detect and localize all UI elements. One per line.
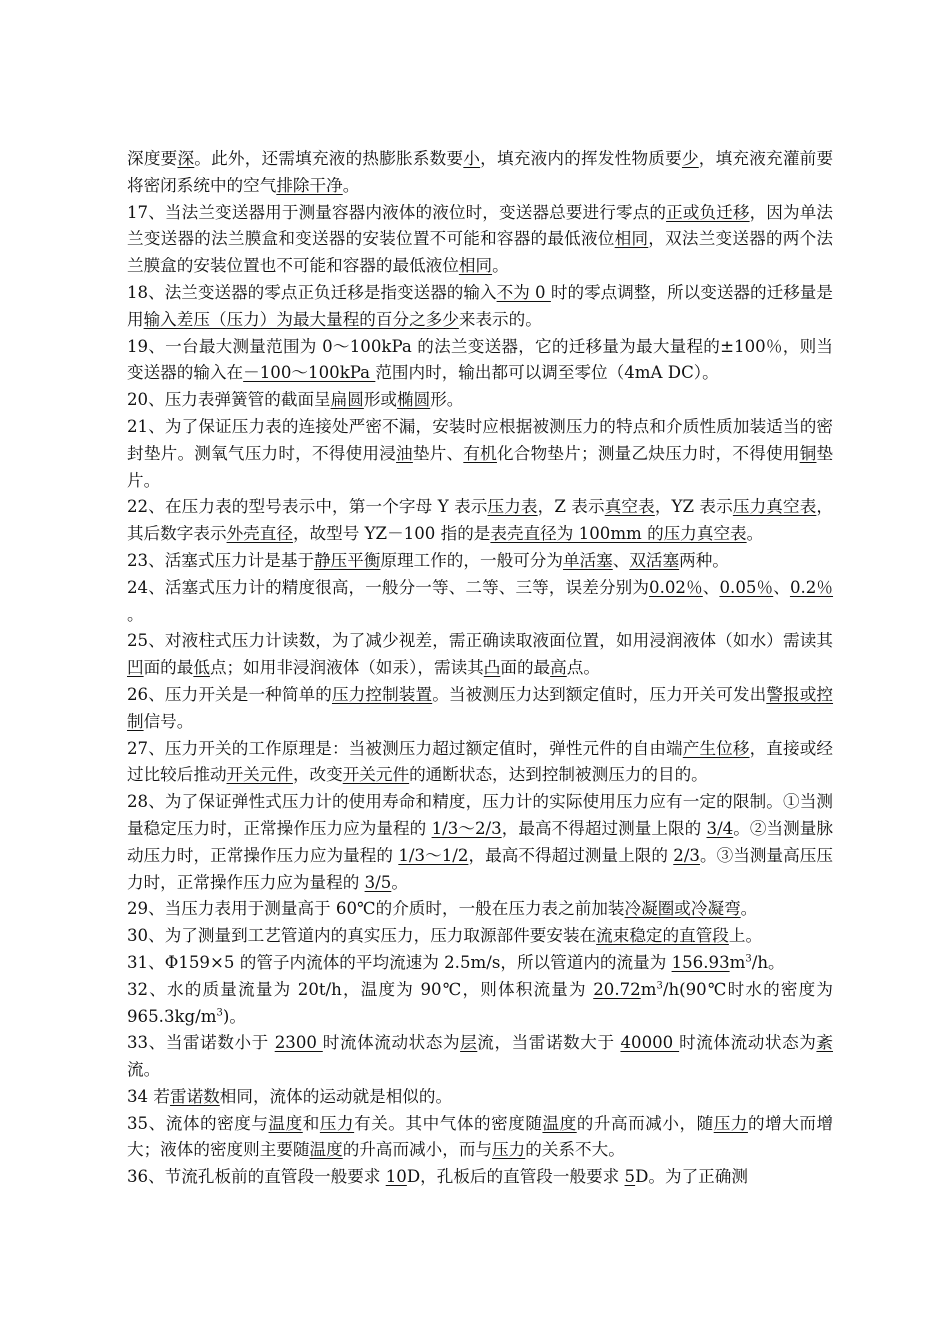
answer-blank: －100～100kPa [243,363,376,383]
text-run: 22、在压力表的型号表示中，第一个字母 Y 表示 [127,497,488,517]
answer-blank: 5 [624,1167,636,1187]
question-paragraph [127,387,833,414]
text-run: 有关。其中气体的密度随 [354,1113,543,1133]
answer-blank: 小 [463,149,481,168]
question-paragraph [127,1030,833,1084]
text-run: 信号。 [143,711,194,731]
answer-blank: 相同 [458,256,493,276]
answer-blank: 不为 0 [496,282,551,302]
answer-blank: 压力真空表 [732,497,817,517]
answer-blank: 凹 [127,658,144,678]
answer-blank: 3/5 [364,872,392,892]
answer-blank: 椭圆 [397,390,431,410]
text-run: 。 [746,524,764,544]
text-run: 20、压力表弹簧管的截面呈 [127,390,331,410]
answer-blank: 0.05％ [719,577,774,597]
question-paragraph [127,146,833,200]
text-run: ，直接或经过比较后推动 [127,738,834,785]
answer-blank: 温度 [268,1113,303,1133]
text-run: 流，当雷诺数大于 [477,1033,621,1053]
text-run: )。 [222,1006,246,1026]
text-run: 时流体流动状态为 [679,1033,817,1053]
answer-blank: 单活塞 [562,550,613,570]
text-run: 30、为了测量到工艺管道内的真实压力，压力取源部件要安装在 [127,926,597,946]
text-run: 、 [612,550,630,570]
text-run: 27、压力开关的工作原理是：当被测压力超过额定值时，弹性元件的自由端 [127,738,683,758]
text-run: 19、一台最大测量范围为 0～100kPa 的法兰变送器，它的迁移量为最大量程的±100％，则当变送器的输入在 [127,336,833,383]
text-run: 的关系不大。 [525,1140,625,1160]
answer-blank: 0.2％ [789,577,834,597]
text-run: 29、当压力表用于测量高于 60℃的介质时，一般在压力表之前加装 [127,899,625,919]
text-run: D。为了正确测 [635,1167,748,1187]
document-body [127,146,833,1191]
text-run: 35、流体的密度与 [127,1113,269,1133]
answer-blank: 2300 [274,1033,323,1053]
answer-blank: 双活塞 [629,550,680,570]
question-paragraph [127,736,833,790]
text-run: 17、当法兰变送器用于测量容器内液体的液位时，变送器总要进行零点的 [127,202,667,222]
answer-blank: 流束稳定的直管段 [596,926,729,946]
answer-blank: 压力 [319,1113,355,1133]
question-paragraph [127,1111,833,1165]
question-paragraph [127,1164,833,1191]
answer-blank: 开关元件 [342,765,410,785]
question-paragraph [127,682,833,736]
text-run: ，填充液充灌前要将密闭系统中的空气 [127,149,834,195]
answer-blank: 低 [193,658,210,678]
text-run: 23、活塞式压力计是基于 [127,550,315,570]
question-paragraph [127,200,833,280]
superscript: 3 [216,1006,223,1018]
question-paragraph [127,575,833,629]
answer-blank: 10 [385,1167,407,1187]
text-run: 。 [342,175,360,195]
question-paragraph [127,548,833,575]
answer-blank: 压力 [492,1140,526,1160]
text-run: ，填充液内的挥发性物质要 [480,149,682,168]
answer-blank: 温度 [309,1140,343,1160]
answer-blank: 输入差压（压力）为最大量程的百分之多少 [143,309,459,329]
answer-blank: 有机 [463,443,497,463]
text-run: 范围内时，输出都可以调至零位（4mA DC）。 [375,363,719,383]
question-paragraph [127,494,833,548]
text-run: 、 [773,577,790,597]
text-run: 32、水的质量流量为 20t/h，温度为 90℃，则体积流量为 [127,979,594,999]
answer-blank: 凸 [483,658,501,678]
question-paragraph [127,628,833,682]
text-run: ，最高不得超过测量上限的 [468,845,674,865]
text-run: 24、活塞式压力计的精度很高，一般分一等、二等、三等，误差分别为 [127,577,650,597]
answer-blank: 警报或控制 [127,684,834,731]
answer-blank: 深 [177,149,195,168]
text-run: ，其后数字表示 [127,497,834,544]
text-run: 。 [740,899,758,919]
text-run: 34 若 [127,1086,170,1106]
text-run: 点；如用非浸润液体（如汞），需读其 [209,658,484,678]
answer-blank: 压力控制装置 [331,684,433,704]
answer-blank: 20.72 [593,979,641,999]
question-paragraph [127,950,833,977]
text-run: 。 [492,256,509,276]
text-run: m [640,979,657,999]
text-run: 。③当测量高压压力时，正常操作压力应为量程的 [127,845,833,892]
text-run: 垫片。 [127,443,834,490]
answer-blank: 外壳直径 [226,524,293,544]
text-run: 流。 [127,1060,161,1080]
question-paragraph [127,334,833,388]
answer-blank: 表壳直径为 100mm 的压力真空表 [490,524,747,544]
answer-blank: 正或负迁移 [666,202,750,222]
text-run: 26、压力开关是一种简单的 [127,684,332,704]
answer-blank: 压力表 [487,497,538,517]
text-run: m [729,952,746,972]
text-run: 化合物垫片；测量乙炔压力时，不得使用 [496,443,800,463]
answer-blank: 1/3～1/2 [398,845,469,865]
text-run: 形或 [363,390,398,410]
answer-blank: 层 [460,1033,478,1053]
question-paragraph [127,414,833,494]
text-run: 25、对液柱式压力计读数，为了减少视差，需正确读取液面位置，如用浸润液体（如水）需读其 [127,631,833,651]
answer-blank: 扁圆 [330,390,364,410]
question-paragraph [127,280,833,334]
text-run: 。 [127,604,144,624]
text-run: 。 [391,872,408,892]
text-run: 相同，流体的运动就是相似的。 [219,1086,453,1106]
text-run: 28、为了保证弹性式压力计的使用寿命和精度，压力计的实际使用压力应有一定的限制。①当测量稳定压力时，正常操作压力应为量程的 [127,792,833,838]
answer-blank: 铜 [799,443,817,463]
text-run: ，双法兰变送器的两个法兰膜盒的安装位置也不可能和容器的最低液位 [127,229,834,276]
text-run: 。当被测压力达到额定值时，压力开关可发出 [432,684,767,704]
answer-blank: 1/3～2/3 [431,818,502,838]
text-run: /h。 [751,952,785,972]
answer-blank: 雷诺数 [169,1086,220,1106]
answer-blank: 相同 [614,229,649,249]
answer-blank: 温度 [542,1113,577,1133]
answer-blank: 静压平衡 [314,550,381,570]
text-run: 33、当雷诺数小于 [127,1033,275,1053]
text-run: /h(90℃时水的密度为 965.3kg/m [127,979,833,1026]
text-run: ，改变 [292,765,343,785]
text-run: 来表示的。 [458,309,542,329]
question-paragraph [127,923,833,950]
text-run: 时流体流动状态为 [322,1033,461,1053]
text-run: ，YZ 表示 [654,497,733,517]
text-run: 深度要 [127,149,178,168]
question-paragraph [127,789,833,896]
text-run: 的通断状态，达到控制被测压力的目的。 [409,765,708,785]
text-run: 的增大而增大；液体的密度则主要随 [127,1113,834,1160]
text-run: 的升高而减小，随 [576,1113,714,1133]
text-run: 21、为了保证压力表的连接处严密不漏，安装时应根据被测压力的特点和介质性质加装适当的密封垫片。测氧气压力时，不得使用浸 [127,416,833,463]
question-paragraph [127,896,833,923]
superscript: 3 [745,953,752,965]
text-run: 原理工作的，一般可分为 [380,550,563,570]
text-run: 两种。 [679,550,729,570]
text-run: 31、Φ159×5 的管子内流体的平均流速为 2.5m/s，所以管道内的流量为 [127,952,672,972]
text-run: 点。 [566,658,600,678]
text-run: ，Z 表示 [537,497,605,517]
answer-blank: 紊 [816,1033,834,1053]
text-run: 上。 [728,926,763,946]
text-run: 。②当测量脉动压力时，正常操作压力应为量程的 [127,818,833,865]
text-run: 。此外，还需填充液的热膨胀系数要 [194,149,464,168]
text-run: ，最高不得超过测量上限的 [501,818,707,838]
text-run: 面的最 [500,658,551,678]
question-paragraph [127,1084,833,1111]
answer-blank: 156.93 [671,952,730,972]
superscript: 3 [656,980,663,992]
answer-blank: 0.02％ [649,577,703,597]
text-run: 的升高而减小，而与 [342,1140,493,1160]
answer-blank: 3/4 [706,818,734,838]
text-run: ，因为单法兰变送器的法兰膜盒和变送器的安装位置不可能和容器的最低液位 [127,202,834,249]
text-run: 36、节流孔板前的直管段一般要求 [127,1167,386,1187]
text-run: 时的零点调整，所以变送器的迁移量是用 [127,282,833,329]
text-run: 18、法兰变送器的零点正负迁移是指变送器的输入 [127,282,497,302]
answer-blank: 产生位移 [682,738,750,758]
text-run: ，故型号 YZ－100 指的是 [292,524,491,544]
text-run: 面的最 [143,658,194,678]
answer-blank: 2/3 [673,845,700,865]
answer-blank: 真空表 [604,497,655,517]
answer-blank: 高 [550,658,567,678]
answer-blank: 少 [681,149,699,168]
answer-blank: 冷凝圈或冷凝弯 [624,899,741,919]
answer-blank: 压力 [713,1113,748,1133]
answer-blank: 油 [396,443,413,463]
text-run: 、 [702,577,720,597]
text-run: 垫片、 [412,443,464,463]
answer-blank: 40000 [620,1033,680,1053]
question-paragraph [127,977,833,1031]
text-run: 和 [302,1113,320,1133]
answer-blank: 开关元件 [226,765,293,785]
text-run: 形。 [430,390,464,410]
text-run: D，孔板后的直管段一般要求 [406,1167,625,1187]
answer-blank: 排除干净 [276,175,343,195]
